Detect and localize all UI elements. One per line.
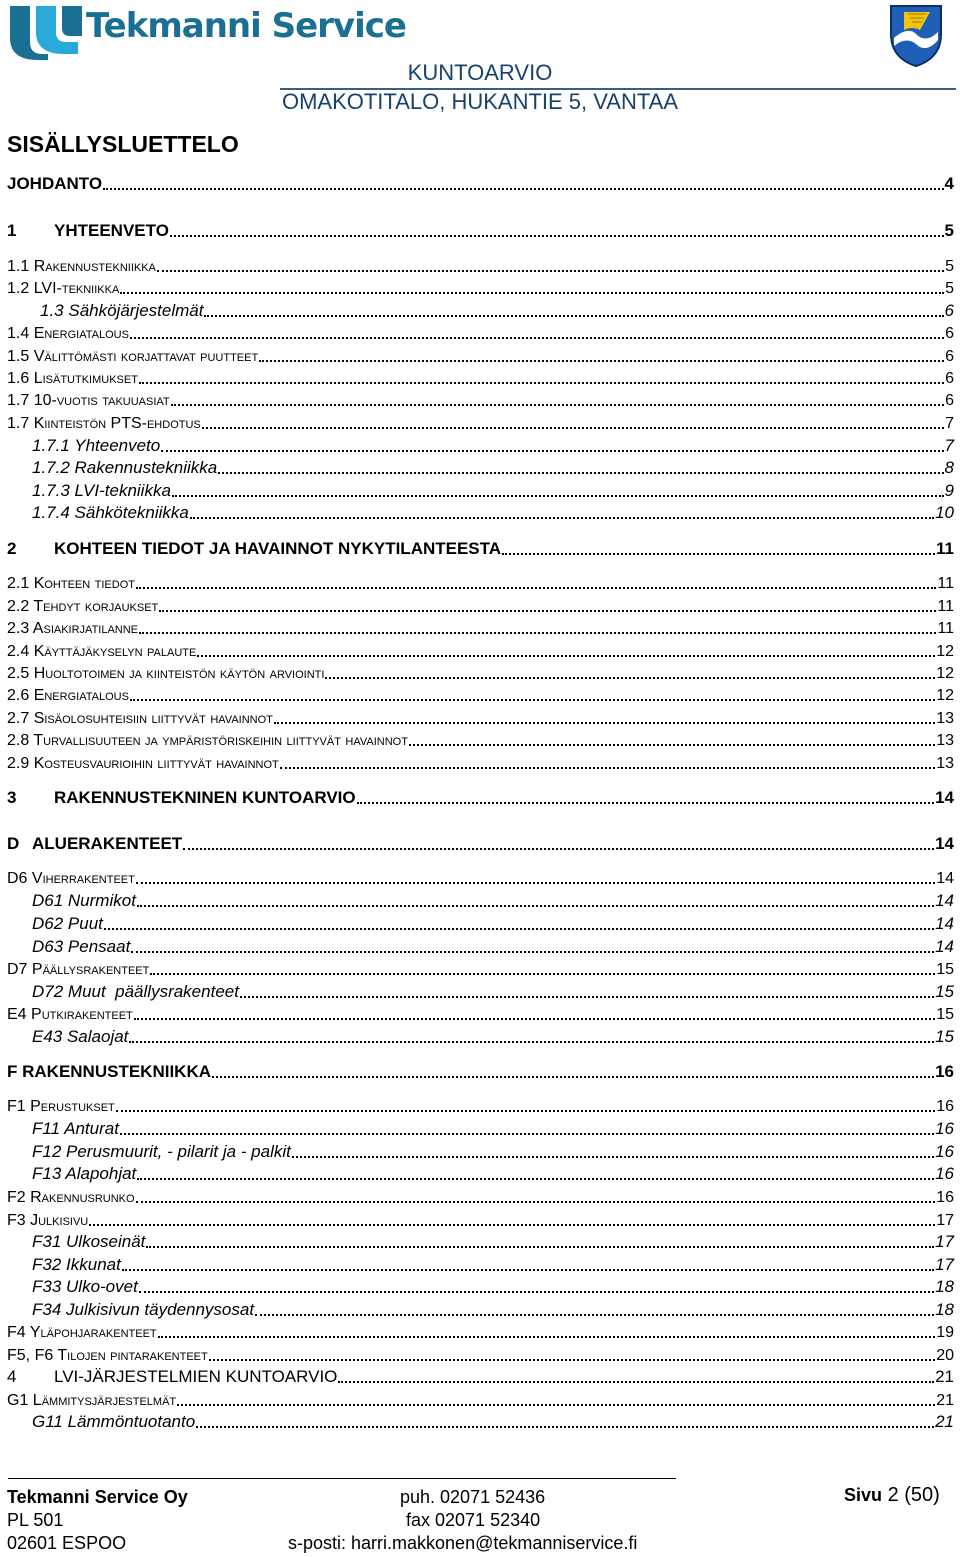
toc-entry-label: 2.6 Energiatalous <box>7 687 129 704</box>
toc-entry[interactable] <box>0 1388 960 1410</box>
toc-dot-leader <box>130 337 944 339</box>
toc-entry[interactable] <box>0 957 960 979</box>
toc-dot-leader <box>122 1269 934 1271</box>
toc-entry[interactable] <box>0 1025 960 1047</box>
toc-entry[interactable] <box>0 456 960 478</box>
toc-dot-leader <box>259 360 944 362</box>
toc-entry-page: 15 <box>936 961 954 978</box>
toc-dot-leader <box>137 1178 934 1180</box>
toc-entry-label: F31 Ulkoseinät <box>32 1232 146 1251</box>
toc-entry[interactable] <box>0 639 960 661</box>
toc-entry[interactable] <box>0 728 960 750</box>
toc-dot-leader <box>274 722 935 724</box>
toc-entry-page: 16 <box>935 1119 954 1138</box>
toc-dot-leader <box>409 744 935 746</box>
toc-entry-page: 6 <box>945 392 954 409</box>
toc-entry-label: G11 Lämmöntuotanto <box>32 1412 196 1431</box>
toc-entry-page: 13 <box>936 732 954 749</box>
toc-entry-label: F1 Perustukset <box>7 1098 115 1115</box>
toc-entry[interactable] <box>0 321 960 343</box>
toc-entry[interactable] <box>0 1410 960 1432</box>
toc-entry-page: 14 <box>936 870 954 887</box>
toc-entry-page: 16 <box>936 1189 954 1206</box>
toc-entry[interactable] <box>0 344 960 366</box>
toc-entry-label: KOHTEEN TIEDOT JA HAVAINNOT NYKYTILANTEESTA <box>54 539 502 558</box>
toc-dot-leader <box>150 973 935 975</box>
header-divider <box>280 88 956 90</box>
footer-company: Tekmanni Service Oy <box>7 1487 188 1507</box>
toc-entry[interactable] <box>0 1060 960 1082</box>
toc-entry-label: 1.7.4 Sähkötekniikka <box>32 503 189 522</box>
toc-entry[interactable] <box>0 751 960 773</box>
toc-entry-page: 11 <box>937 575 954 592</box>
toc-dot-leader <box>170 235 944 237</box>
toc-entry[interactable] <box>0 832 960 854</box>
document-title: KUNTOARVIO <box>407 60 553 85</box>
toc-dot-leader <box>137 905 934 907</box>
toc-entry-label: D72 Muut päällysrakenteet <box>32 982 239 1001</box>
toc-entry-label: 2.5 Huoltotoimen ja kiinteistön käytön arviointi <box>7 665 325 682</box>
toc-entry[interactable] <box>0 706 960 728</box>
company-logo <box>8 2 406 62</box>
toc-entry-page: 21 <box>935 1412 954 1431</box>
toc-entry-label: YHTEENVETO <box>54 221 169 240</box>
toc-entry-page: 6 <box>945 348 954 365</box>
toc-dot-leader <box>159 610 936 612</box>
toc-dot-leader <box>196 1426 934 1428</box>
toc-entry-page: 20 <box>936 1347 954 1364</box>
toc-entry-label: E43 Salaojat <box>32 1027 129 1046</box>
toc-dot-leader <box>134 1018 935 1020</box>
toc-entry[interactable] <box>0 594 960 616</box>
footer-fax: fax 02071 52340 <box>406 1510 541 1530</box>
toc-entry-label: ALUERAKENTEET <box>32 834 183 853</box>
toc-entry-label: JOHDANTO <box>7 174 103 193</box>
toc-entry[interactable] <box>0 1162 960 1184</box>
toc-entry-page: 14 <box>935 788 954 807</box>
municipal-crest-icon <box>888 4 944 68</box>
toc-dot-leader <box>357 802 934 804</box>
toc-entry[interactable] <box>0 889 960 911</box>
toc-dot-leader <box>157 270 944 272</box>
toc-entry-page: 17 <box>936 1212 954 1229</box>
toc-dot-leader <box>325 677 935 679</box>
toc-dot-leader <box>218 472 943 474</box>
toc-entry-label: 2.7 Sisäolosuhteisiin liittyvät havainnot <box>7 710 273 727</box>
toc-entry-page: 11 <box>937 620 954 637</box>
footer-phone: puh. 02071 52436 <box>400 1487 546 1507</box>
toc-entry-page: 7 <box>944 436 954 455</box>
toc-dot-leader <box>120 292 944 294</box>
toc-entry[interactable] <box>0 912 960 934</box>
logo-text: Tekmanni Service <box>86 6 406 46</box>
toc-dot-leader <box>502 553 935 555</box>
toc-entry[interactable] <box>0 1275 960 1297</box>
toc-entry-page: 14 <box>935 937 954 956</box>
toc-entry[interactable] <box>0 1253 960 1275</box>
toc-entry[interactable] <box>0 388 960 410</box>
toc-entry[interactable] <box>0 683 960 705</box>
footer-page-value: 2 (50) <box>887 1484 940 1506</box>
toc-entry-page: 5 <box>944 221 954 240</box>
toc-entry-page: 8 <box>944 458 954 477</box>
toc-dot-leader <box>136 587 936 589</box>
toc-entry[interactable] <box>0 172 960 194</box>
toc-entry[interactable] <box>0 616 960 638</box>
footer-page-number <box>844 1484 940 1507</box>
toc-entry-label: E4 Putkirakenteet <box>7 1006 133 1023</box>
toc-entry[interactable] <box>0 479 960 501</box>
toc-entry-page: 16 <box>935 1164 954 1183</box>
toc-entry-page: 21 <box>935 1367 954 1386</box>
toc-entry[interactable] <box>0 219 960 241</box>
toc-entry[interactable] <box>0 1094 960 1116</box>
toc-entry-label: 1.7 Kiinteistön PTS-ehdotus <box>7 415 201 432</box>
toc-entry[interactable] <box>0 1298 960 1320</box>
toc-entry-label: D61 Nurmikot <box>32 891 136 910</box>
toc-entry-page: 12 <box>936 665 954 682</box>
toc-entry-label: 1.7 10-vuotis takuuasiat <box>7 392 170 409</box>
toc-dot-leader <box>292 1156 934 1158</box>
toc-entry[interactable] <box>0 411 960 433</box>
toc-entry[interactable] <box>0 501 960 523</box>
toc-dot-leader <box>172 495 944 497</box>
toc-dot-leader <box>204 315 943 317</box>
toc-entry-page: 16 <box>935 1142 954 1161</box>
toc-entry-page: 11 <box>936 539 954 558</box>
toc-entry-label: 1.6 Lisätutkimukset <box>7 370 138 387</box>
toc-entry-label: F34 Julkisivun täydennysosat <box>32 1300 255 1319</box>
toc-dot-leader <box>197 655 935 657</box>
toc-entry-page: 17 <box>935 1232 954 1251</box>
toc-dot-leader <box>129 1041 934 1043</box>
toc-dot-leader <box>202 427 944 429</box>
toc-entry-label: 2.9 Kosteusvaurioihin liittyvät havainnot <box>7 755 279 772</box>
toc-entry-label: 2.8 Turvallisuuteen ja ympäristöriskeihin liittyvät havainnot <box>7 732 408 749</box>
toc-entry-label: G1 Lämmitysjärjestelmät <box>7 1392 177 1409</box>
toc-entry-label: F12 Perusmuurit, - pilarit ja - palkit <box>32 1142 291 1161</box>
toc-dot-leader <box>183 848 934 850</box>
toc-entry-page: 19 <box>936 1324 954 1341</box>
logo-mark-icon <box>8 2 84 62</box>
document-subtitle: OMAKOTITALO, HUKANTIE 5, VANTAA <box>281 89 679 114</box>
toc-dot-leader <box>158 1336 936 1338</box>
toc-dot-leader <box>209 1359 935 1361</box>
toc-dot-leader <box>136 1201 936 1203</box>
toc-entry-page: 14 <box>935 914 954 933</box>
toc-dot-leader <box>255 1314 934 1316</box>
toc-dot-leader <box>89 1224 935 1226</box>
toc-entry-page: 11 <box>937 598 954 615</box>
toc-entry-label: F4 Yläpohjarakenteet <box>7 1324 157 1341</box>
toc-entry-page: 5 <box>945 280 954 297</box>
toc-entry-page: 16 <box>936 1098 954 1115</box>
toc-entry-label: 1.7.2 Rakennustekniikka <box>32 458 218 477</box>
toc-entry-number: 3 <box>7 788 17 807</box>
toc-entry-page: 18 <box>935 1300 954 1319</box>
toc-entry[interactable] <box>0 1185 960 1207</box>
toc-entry-label: F11 Anturat <box>32 1119 119 1138</box>
toc-entry-page: 7 <box>945 415 954 432</box>
toc-entry-label: F13 Alapohjat <box>32 1164 137 1183</box>
toc-entry-page: 13 <box>936 755 954 772</box>
toc-entry[interactable] <box>0 935 960 957</box>
toc-entry[interactable] <box>0 434 960 456</box>
toc-entry-page: 21 <box>936 1392 954 1409</box>
toc-heading: SISÄLLYSLUETTELO <box>7 131 239 157</box>
toc-dot-leader <box>139 382 944 384</box>
toc-entry-page: 14 <box>935 891 954 910</box>
toc-entry[interactable] <box>0 1208 960 1230</box>
toc-entry-label: F3 Julkisivu <box>7 1212 89 1229</box>
toc-entry-page: 14 <box>935 834 954 853</box>
toc-entry[interactable] <box>0 1365 960 1387</box>
toc-entry-page: 4 <box>944 174 954 193</box>
toc-dot-leader <box>177 1404 935 1406</box>
toc-entry-label: 1.3 Sähköjärjestelmät <box>40 301 204 320</box>
footer-divider <box>8 1478 676 1479</box>
toc-entry-label: 2.1 Kohteen tiedot <box>7 575 135 592</box>
toc-dot-leader <box>131 951 934 953</box>
toc-entry-label: 1.7.3 LVI-tekniikka <box>32 481 171 500</box>
toc-entry-page: 17 <box>935 1255 954 1274</box>
toc-entry-page: 6 <box>944 301 954 320</box>
toc-entry-number: 2 <box>7 539 17 558</box>
toc-entry-label: D6 Viherrakenteet <box>7 870 135 887</box>
toc-entry-page: 6 <box>945 325 954 342</box>
toc-entry-label: D62 Puut <box>32 914 103 933</box>
toc-entry[interactable] <box>0 1002 960 1024</box>
toc-entry-label: 2.2 Tehdyt korjaukset <box>7 598 159 615</box>
toc-entry-page: 6 <box>945 370 954 387</box>
toc-entry-label: 1.4 Energiatalous <box>7 325 129 342</box>
toc-entry[interactable] <box>0 537 960 559</box>
toc-entry-label: 1.2 LVI-tekniikka <box>7 280 120 297</box>
footer-page-label: Sivu <box>844 1485 883 1505</box>
toc-entry-page: 9 <box>944 481 954 500</box>
footer-city: 02601 ESPOO <box>7 1533 127 1553</box>
toc-dot-leader <box>212 1076 934 1078</box>
toc-entry-page: 15 <box>935 982 954 1001</box>
toc-dot-leader <box>240 996 934 998</box>
toc-entry[interactable] <box>0 276 960 298</box>
footer-po-box: PL 501 <box>7 1510 64 1530</box>
footer-email[interactable]: s-posti: harri.makkonen@tekmanniservice.fi <box>288 1533 638 1553</box>
toc-entry-page: 5 <box>945 258 954 275</box>
toc-entry-label: D63 Pensaat <box>32 937 131 956</box>
toc-entry[interactable] <box>0 366 960 388</box>
toc-dot-leader <box>171 404 944 406</box>
toc-entry[interactable] <box>0 1117 960 1139</box>
toc-entry[interactable] <box>0 1320 960 1342</box>
toc-entry[interactable] <box>0 1230 960 1252</box>
toc-entry-label: F33 Ulko-ovet <box>32 1277 138 1296</box>
toc-entry-page: 13 <box>936 710 954 727</box>
toc-entry-page: 10 <box>935 503 954 522</box>
toc-dot-leader <box>161 450 943 452</box>
toc-entry-label: 2.3 Asiakirjatilanne <box>7 620 139 637</box>
toc-dot-leader <box>136 882 935 884</box>
toc-dot-leader <box>146 1246 934 1248</box>
toc-entry[interactable] <box>0 661 960 683</box>
toc-entry[interactable] <box>0 786 960 808</box>
toc-entry-page: 16 <box>935 1062 954 1081</box>
toc-entry[interactable] <box>0 1140 960 1162</box>
toc-entry-label: 2.4 Käyttäjäkyselyn palaute <box>7 643 197 660</box>
toc-dot-leader <box>104 928 934 930</box>
toc-entry-page: 12 <box>936 643 954 660</box>
toc-entry-number: 1 <box>7 221 17 240</box>
toc-entry-label: 1.1 Rakennustekniikka <box>7 258 156 275</box>
toc-dot-leader <box>139 1291 934 1293</box>
toc-dot-leader <box>338 1381 934 1383</box>
toc-entry-label: 1.5 Välittömästi korjattavat puutteet <box>7 348 259 365</box>
toc-entry-label: RAKENNUSTEKNINEN KUNTOARVIO <box>54 788 356 807</box>
toc-dot-leader <box>280 767 935 769</box>
toc-entry-label: F5, F6 Tilojen pintarakenteet <box>7 1347 208 1364</box>
toc-entry-number: D <box>7 834 20 853</box>
toc-dot-leader <box>120 1133 934 1135</box>
toc-entry[interactable] <box>0 866 960 888</box>
toc-dot-leader <box>139 632 936 634</box>
toc-entry-number: 4 <box>7 1367 17 1386</box>
toc-entry-label: F RAKENNUSTEKNIIKKA <box>7 1062 211 1081</box>
toc-entry-label: F2 Rakennusrunko <box>7 1189 135 1206</box>
toc-entry-label: LVI-JÄRJESTELMIEN KUNTOARVIO <box>54 1367 338 1386</box>
toc-entry[interactable] <box>0 299 960 321</box>
toc-entry-page: 18 <box>935 1277 954 1296</box>
toc-dot-leader <box>116 1110 935 1112</box>
toc-entry-page: 15 <box>935 1027 954 1046</box>
toc-entry-label: F32 Ikkunat <box>32 1255 121 1274</box>
toc-entry[interactable] <box>0 571 960 593</box>
toc-dot-leader <box>190 517 934 519</box>
toc-entry[interactable] <box>0 254 960 276</box>
toc-entry[interactable] <box>0 1343 960 1365</box>
toc-entry-label: D7 Päällysrakenteet <box>7 961 150 978</box>
toc-entry-page: 15 <box>936 1006 954 1023</box>
toc-dot-leader <box>103 188 943 190</box>
toc-entry-page: 12 <box>936 687 954 704</box>
toc-entry[interactable] <box>0 980 960 1002</box>
toc-entry-label: 1.7.1 Yhteenveto <box>32 436 161 455</box>
toc-dot-leader <box>130 699 935 701</box>
